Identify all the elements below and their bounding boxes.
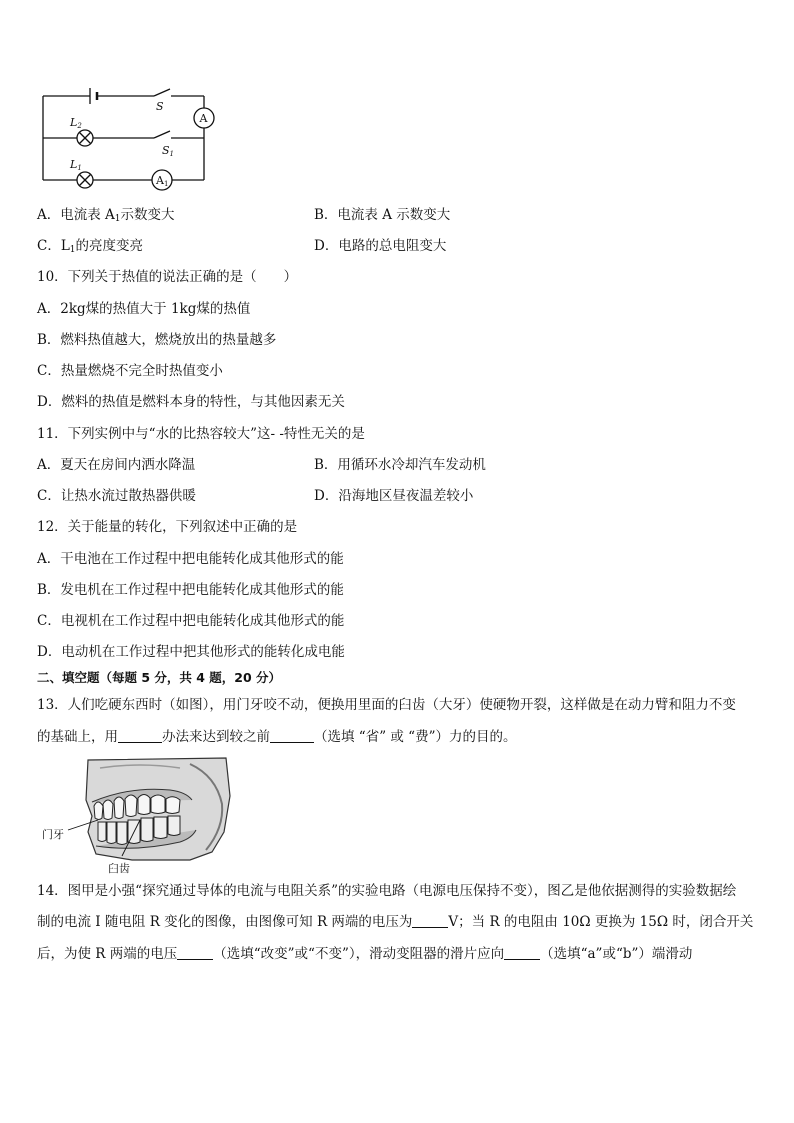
q14-blank-3[interactable] xyxy=(504,945,540,960)
q13-blank-2[interactable] xyxy=(270,728,314,743)
q10-option-b: B．燃料热值越大，燃烧放出的热量越多 xyxy=(37,332,277,348)
q13-line2: 的基础上，用 办法来达到较之前 （选填 “省” 或 “费”）力的目的。 xyxy=(37,729,517,745)
q13-line1: 13．人们吃硬东西时（如图），用门牙咬不动，便换用里面的臼齿（大牙）使硬物开裂，这样做是在动力臂和阻力不变 xyxy=(37,697,736,713)
svg-text:S: S xyxy=(156,100,164,113)
q9-option-d: D．电路的总电阻变大 xyxy=(314,238,447,254)
q12-option-c: C．电视机在工作过程中把电能转化成其他形式的能 xyxy=(37,613,345,629)
q11-option-b: B．用循环水冷却汽车发动机 xyxy=(314,457,486,473)
q14-line2: 制的电流 I 随电阻 R 变化的图像，由图像可知 R 两端的电压为 V；当 R 的电阻由 10Ω 更换为 15Ω 时，闭合开关 xyxy=(37,914,754,930)
circuit-diagram xyxy=(30,82,230,194)
q11-option-a: A．夏天在房间内洒水降温 xyxy=(37,457,196,473)
q11-option-d: D．沿海地区昼夜温差较小 xyxy=(314,488,474,504)
svg-text:L2: L2 xyxy=(70,116,82,130)
switch-s1 xyxy=(154,131,170,138)
q14-blank-1[interactable] xyxy=(412,913,448,928)
q10-option-c: C．热量燃烧不完全时热值变小 xyxy=(37,363,223,379)
q11-stem: 11．下列实例中与“水的比热容较大”这- -特性无关的是 xyxy=(37,426,365,442)
q10-stem: 10．下列关于热值的说法正确的是（ ） xyxy=(37,269,298,285)
svg-text:L1: L1 xyxy=(70,158,82,172)
q12-stem: 12．关于能量的转化，下列叙述中正确的是 xyxy=(37,519,298,535)
q14-line3: 后，为使 R 两端的电压 （选填“改变”或“不变”），滑动变阻器的滑片应向 （选填“a”或“b”）端滑动 xyxy=(37,946,693,962)
q11-option-c: C．让热水流过散热器供暖 xyxy=(37,488,196,504)
svg-text:门牙: 门牙 xyxy=(42,828,64,841)
q10-option-a: A．2kg煤的热值大于 1kg煤的热值 xyxy=(37,301,251,317)
section-title: 二、填空题（每题 5 分，共 4 题，20 分） xyxy=(37,670,282,685)
teeth-figure xyxy=(40,756,240,876)
svg-text:A1: A1 xyxy=(156,174,169,188)
q10-option-d: D．燃料的热值是燃料本身的特性，与其他因素无关 xyxy=(37,394,345,410)
svg-text:臼齿: 臼齿 xyxy=(108,862,130,875)
q12-option-d: D．电动机在工作过程中把其他形式的能转化成电能 xyxy=(37,644,345,660)
q9-option-b: B．电流表 A 示数变大 xyxy=(314,207,451,223)
q9-option-a: A．电流表 $A_1$示数变大 xyxy=(37,207,175,224)
q9-option-c: C．$L_1$的亮度变亮 xyxy=(37,238,144,255)
svg-text:A: A xyxy=(199,112,208,125)
switch-s xyxy=(154,89,170,96)
q12-option-a: A．干电池在工作过程中把电能转化成其他形式的能 xyxy=(37,551,344,567)
q12-option-b: B．发电机在工作过程中把电能转化成其他形式的能 xyxy=(37,582,344,598)
q13-blank-1[interactable] xyxy=(118,728,162,743)
q14-line1: 14．图甲是小强“探究通过导体的电流与电阻关系”的实验电路（电源电压保持不变），图乙是他依据测得的实验数据绘 xyxy=(37,883,737,899)
svg-text:S1: S1 xyxy=(162,144,175,158)
q14-blank-2[interactable] xyxy=(177,945,213,960)
